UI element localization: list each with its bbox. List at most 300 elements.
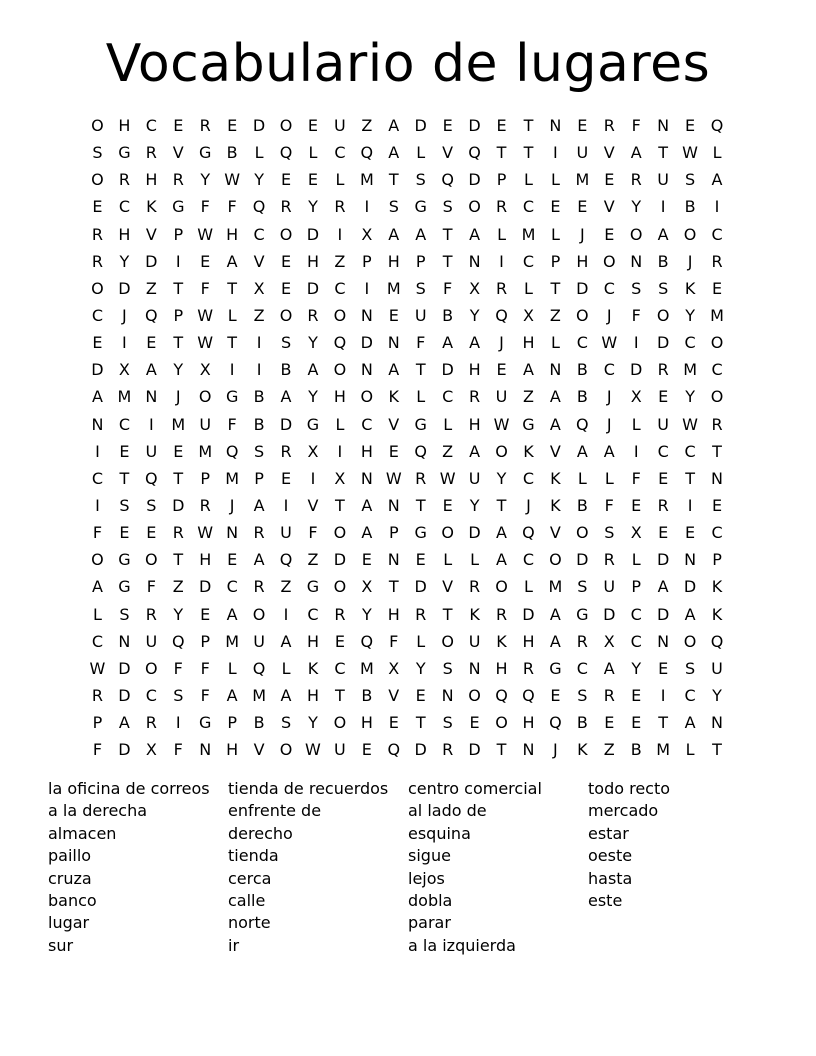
grid-letter: N (549, 360, 562, 380)
grid-letter: H (118, 224, 131, 244)
grid-letter: H (522, 333, 535, 353)
grid-letter: E (604, 170, 615, 190)
grid-letter: W (601, 333, 618, 353)
grid-letter: M (171, 414, 186, 434)
grid-letter: L (550, 170, 560, 190)
grid-letter: A (145, 360, 157, 380)
grid-letter: I (283, 495, 289, 515)
grid-letter: Q (522, 523, 535, 543)
grid-letter: B (630, 740, 642, 760)
grid-letter: I (229, 360, 235, 380)
grid-letter: G (118, 143, 131, 163)
grid-letter: J (606, 305, 612, 325)
grid-letter: N (360, 468, 373, 488)
grid-letter: Z (361, 116, 373, 135)
grid-letter: X (145, 740, 157, 760)
grid-letter: V (253, 251, 265, 271)
grid-letter: D (522, 604, 535, 624)
grid-letter: N (657, 631, 670, 651)
grid-letter: B (442, 305, 454, 325)
grid-letter: A (388, 116, 400, 135)
grid-letter: R (172, 170, 184, 190)
grid-letter: N (441, 685, 454, 705)
grid-letter: E (280, 278, 292, 298)
grid-letter: J (687, 251, 693, 271)
grid-letter: P (496, 170, 507, 190)
grid-letter: C (630, 631, 642, 651)
grid-letter: F (227, 197, 237, 217)
grid-letter: C (657, 441, 669, 461)
grid-letter: F (308, 523, 318, 543)
grid-letter: A (496, 523, 507, 543)
grid-letter: A (280, 387, 292, 407)
grid-letter: T (442, 224, 453, 244)
grid-letter: E (442, 495, 453, 515)
grid-letter: E (119, 523, 130, 543)
grid-letter: N (226, 523, 239, 543)
grid-letter: E (200, 251, 211, 271)
grid-letter: H (576, 251, 589, 271)
grid-letter: T (415, 495, 426, 515)
word-list-item: dobla (408, 890, 453, 910)
grid-letter: H (226, 740, 239, 760)
grid-letter: J (553, 740, 558, 760)
grid-letter: B (684, 197, 696, 217)
grid-letter: T (496, 143, 507, 163)
grid-letter: W (197, 333, 214, 353)
grid-letter: E (173, 441, 184, 461)
grid-letter: J (579, 224, 585, 244)
grid-letter: S (280, 713, 292, 733)
grid-letter: E (604, 224, 615, 244)
grid-letter: D (468, 116, 481, 135)
grid-letter: F (443, 278, 453, 298)
grid-letter: C (684, 441, 696, 461)
grid-letter: T (442, 604, 453, 624)
grid-letter: A (469, 441, 481, 461)
grid-letter: D (441, 360, 454, 380)
grid-letter: F (92, 523, 103, 543)
grid-letter: M (252, 685, 266, 705)
grid-letter: C (145, 116, 157, 135)
grid-letter: A (603, 658, 615, 678)
grid-letter: U (145, 441, 158, 461)
grid-letter: W (197, 305, 214, 325)
grid-letter: E (146, 333, 157, 353)
grid-letter: C (118, 197, 130, 217)
grid-letter: U (468, 631, 481, 651)
grid-letter: C (334, 278, 346, 298)
grid-letter: R (199, 495, 211, 515)
grid-letter: U (334, 116, 346, 135)
grid-letter: O (495, 441, 508, 461)
grid-letter: Y (308, 333, 318, 353)
grid-letter: L (227, 305, 237, 325)
grid-letter: C (91, 468, 104, 488)
grid-letter: D (91, 360, 104, 380)
grid-letter: O (495, 577, 508, 597)
grid-letter: C (603, 360, 615, 380)
grid-letter: E (604, 713, 615, 733)
grid-letter: K (711, 577, 723, 597)
grid-letter: C (253, 224, 265, 244)
grid-letter: N (360, 360, 373, 380)
grid-letter: Y (308, 713, 318, 733)
word-list-item: a la derecha (48, 801, 148, 821)
grid-letter: D (656, 550, 670, 570)
grid-letter: A (226, 251, 238, 271)
grid-letter: Z (549, 305, 561, 325)
grid-letter: R (576, 631, 588, 651)
grid-letter: S (254, 441, 265, 461)
grid-letter: E (550, 685, 561, 705)
grid-letter: L (631, 550, 641, 570)
grid-letter: P (388, 523, 399, 543)
grid-letter: K (146, 197, 157, 217)
grid-letter: Y (200, 170, 211, 190)
grid-letter: C (91, 305, 104, 325)
grid-letter: F (389, 631, 399, 651)
grid-letter: R (630, 170, 642, 190)
grid-letter: D (414, 740, 427, 760)
grid-letter: W (305, 740, 321, 760)
grid-letter: Z (334, 251, 346, 271)
grid-letter: A (549, 387, 561, 407)
grid-letter: I (633, 441, 639, 461)
grid-letter: O (91, 170, 104, 190)
grid-letter: C (684, 333, 696, 353)
grid-letter: E (361, 550, 372, 570)
grid-letter: T (173, 550, 184, 570)
grid-letter: E (496, 116, 507, 135)
grid-letter: A (442, 333, 454, 353)
word-list-item: lejos (408, 868, 445, 888)
grid-letter: E (280, 468, 292, 488)
grid-letter: N (711, 713, 724, 733)
grid-letter: M (225, 468, 240, 488)
grid-letter: R (442, 740, 454, 760)
grid-letter: O (360, 387, 374, 407)
grid-letter: L (443, 550, 453, 570)
grid-letter: N (145, 387, 158, 407)
grid-letter: Z (253, 305, 265, 325)
grid-letter: S (577, 685, 588, 705)
grid-letter: U (334, 740, 346, 760)
grid-letter: D (656, 604, 670, 624)
grid-letter: Q (360, 631, 374, 651)
grid-letter: O (279, 305, 293, 325)
grid-letter: T (658, 713, 669, 733)
grid-letter: E (415, 685, 426, 705)
grid-letter: A (576, 441, 588, 461)
grid-letter: D (576, 550, 589, 570)
grid-letter: O (441, 523, 454, 543)
grid-letter: P (200, 631, 211, 651)
grid-letter: C (307, 604, 319, 624)
grid-letter: L (93, 604, 102, 624)
grid-letter: N (657, 116, 670, 135)
grid-letter: L (335, 170, 345, 190)
grid-letter: U (495, 387, 508, 407)
grid-letter: N (522, 740, 535, 760)
grid-letter: L (308, 143, 318, 163)
grid-letter: O (91, 116, 104, 135)
grid-letter: Q (495, 305, 508, 325)
grid-letter: I (95, 495, 100, 515)
grid-letter: H (360, 441, 373, 461)
grid-letter: O (549, 550, 562, 570)
grid-letter: E (685, 116, 696, 135)
grid-letter: A (469, 224, 481, 244)
grid-letter: B (576, 713, 588, 733)
grid-letter: A (522, 360, 534, 380)
grid-letter: Q (441, 170, 454, 190)
grid-letter: V (172, 143, 184, 163)
grid-letter: V (388, 685, 400, 705)
grid-letter: K (496, 631, 507, 651)
grid-letter: R (334, 604, 346, 624)
grid-letter: D (252, 116, 266, 135)
grid-letter: L (685, 740, 695, 760)
grid-letter: L (712, 143, 722, 163)
grid-letter: T (550, 278, 561, 298)
grid-letter: O (495, 713, 508, 733)
grid-letter: A (388, 360, 400, 380)
word-list-item: almacen (48, 823, 117, 843)
grid-letter: D (279, 414, 293, 434)
grid-letter: D (306, 224, 320, 244)
grid-letter: J (122, 305, 127, 325)
grid-letter: P (173, 224, 184, 244)
word-list-item: banco (48, 890, 97, 910)
grid-letter: G (199, 713, 212, 733)
grid-letter: X (118, 360, 130, 380)
grid-letter: E (658, 468, 669, 488)
grid-letter: K (550, 495, 561, 515)
grid-letter: H (333, 387, 346, 407)
grid-letter: L (524, 278, 533, 298)
grid-letter: Y (254, 170, 264, 190)
grid-letter: O (683, 631, 697, 651)
grid-letter: D (630, 360, 643, 380)
grid-letter: V (145, 224, 157, 244)
grid-letter: O (602, 251, 616, 271)
grid-letter: D (118, 685, 131, 705)
grid-letter: V (549, 523, 561, 543)
word-list-item: la oficina de correos (48, 779, 210, 798)
grid-letter: L (416, 631, 426, 651)
grid-letter: D (414, 116, 427, 135)
grid-letter: C (711, 523, 723, 543)
grid-letter: F (146, 577, 156, 597)
grid-letter: T (712, 441, 722, 461)
grid-letter: E (442, 116, 453, 135)
grid-letter: T (415, 360, 426, 380)
grid-letter: L (631, 414, 641, 434)
grid-letter: H (306, 631, 319, 651)
grid-letter: F (227, 414, 237, 434)
grid-letter: M (710, 305, 724, 325)
grid-letter: R (657, 495, 669, 515)
grid-letter: A (415, 224, 427, 244)
grid-letter: A (496, 550, 507, 570)
grid-letter: T (227, 278, 238, 298)
grid-letter: H (145, 170, 158, 190)
grid-letter: Q (495, 685, 508, 705)
grid-letter: N (468, 251, 481, 271)
grid-letter: C (145, 685, 157, 705)
word-list-item: derecho (228, 823, 293, 843)
grid-letter: V (388, 414, 400, 434)
grid-letter: K (523, 441, 534, 461)
grid-letter: P (362, 251, 372, 271)
word-list-item: enfrente de (228, 801, 322, 821)
grid-letter: U (576, 143, 589, 163)
grid-letter: V (442, 577, 454, 597)
word-list-item: este (588, 890, 623, 910)
grid-letter: M (656, 740, 671, 760)
grid-letter: D (468, 170, 481, 190)
grid-letter: H (199, 550, 212, 570)
grid-letter: S (92, 143, 103, 163)
grid-letter: R (603, 116, 615, 135)
grid-letter: A (226, 604, 238, 624)
grid-letter: O (333, 577, 347, 597)
grid-letter: J (229, 495, 235, 515)
grid-letter: T (173, 468, 184, 488)
grid-letter: G (306, 577, 320, 597)
grid-letter: C (576, 333, 588, 353)
grid-letter: M (683, 360, 697, 380)
grid-letter: O (656, 305, 670, 325)
grid-letter: A (603, 441, 615, 461)
grid-letter: L (443, 414, 453, 434)
grid-letter: K (577, 740, 588, 760)
grid-letter: E (307, 170, 319, 190)
word-list-item: estar (588, 823, 629, 843)
grid-letter: B (361, 685, 373, 705)
grid-letter: E (631, 713, 642, 733)
grid-letter: E (388, 441, 399, 461)
grid-letter: M (359, 170, 374, 190)
grid-letter: Y (685, 305, 695, 325)
grid-letter: R (711, 414, 723, 434)
grid-letter: Z (522, 387, 534, 407)
grid-letter: R (603, 685, 615, 705)
grid-letter: C (630, 604, 642, 624)
grid-letter: M (548, 577, 563, 597)
grid-letter: U (657, 414, 670, 434)
grid-letter: E (658, 523, 669, 543)
grid-letter: A (657, 224, 669, 244)
word-list-item: sigue (408, 846, 451, 866)
grid-letter: O (576, 523, 589, 543)
grid-letter: V (442, 143, 454, 163)
grid-letter: K (684, 278, 696, 298)
word-list (48, 778, 768, 957)
grid-letter: Y (631, 658, 642, 678)
grid-letter: Y (469, 495, 480, 515)
grid-letter: L (416, 143, 426, 163)
grid-letter: N (711, 468, 724, 488)
grid-letter: E (577, 197, 588, 217)
grid-letter: H (226, 224, 239, 244)
grid-letter: E (173, 116, 184, 135)
grid-letter: A (549, 414, 561, 434)
grid-letter: H (360, 713, 373, 733)
grid-letter: O (683, 224, 697, 244)
grid-letter: R (253, 577, 265, 597)
grid-letter: Y (469, 305, 480, 325)
grid-letter: C (603, 278, 615, 298)
grid-letter: E (280, 251, 292, 271)
grid-letter: R (334, 197, 346, 217)
grid-letter: X (199, 360, 211, 380)
grid-letter: V (603, 197, 615, 217)
grid-letter: I (364, 197, 370, 217)
grid-letter: D (118, 278, 131, 298)
grid-letter: A (549, 631, 561, 651)
grid-letter: R (415, 604, 427, 624)
grid-letter: S (658, 278, 669, 298)
grid-letter: A (307, 360, 319, 380)
grid-letter: U (145, 631, 158, 651)
grid-letter: T (496, 495, 507, 515)
grid-letter: W (682, 143, 698, 163)
grid-letter: F (631, 468, 641, 488)
grid-letter: S (388, 197, 399, 217)
grid-letter: D (468, 523, 481, 543)
grid-letter: I (364, 278, 370, 298)
word-list-item: mercado (588, 801, 659, 821)
grid-letter: V (253, 740, 265, 760)
grid-letter: K (711, 604, 723, 624)
grid-letter: C (118, 414, 130, 434)
grid-letter: T (119, 468, 130, 488)
grid-letter: E (388, 713, 399, 733)
grid-letter: D (656, 333, 670, 353)
grid-letter: K (550, 468, 561, 488)
grid-letter: U (657, 170, 670, 190)
grid-letter: E (631, 495, 642, 515)
grid-letter: X (334, 468, 346, 488)
grid-letter: Q (387, 740, 401, 760)
word-list-item: oeste (588, 846, 633, 866)
grid-letter: Q (414, 441, 428, 461)
grid-letter: W (439, 468, 456, 488)
grid-letter: B (280, 360, 292, 380)
grid-letter: C (361, 414, 373, 434)
grid-letter: T (388, 577, 399, 597)
grid-letter: Y (361, 604, 372, 624)
grid-letter: O (576, 305, 589, 325)
grid-letter: P (712, 550, 722, 570)
grid-letter: N (468, 658, 481, 678)
grid-letter: T (227, 333, 238, 353)
grid-letter: T (523, 143, 534, 163)
grid-letter: P (550, 251, 561, 271)
grid-letter: P (200, 468, 211, 488)
grid-letter: B (657, 251, 669, 271)
grid-letter: C (334, 658, 346, 678)
word-list-item: ir (228, 935, 240, 955)
grid-letter: E (631, 685, 642, 705)
grid-letter: V (307, 495, 319, 515)
grid-letter: G (225, 387, 239, 407)
grid-letter: O (252, 604, 266, 624)
grid-letter: R (145, 713, 157, 733)
word-list-item: todo recto (588, 779, 671, 798)
